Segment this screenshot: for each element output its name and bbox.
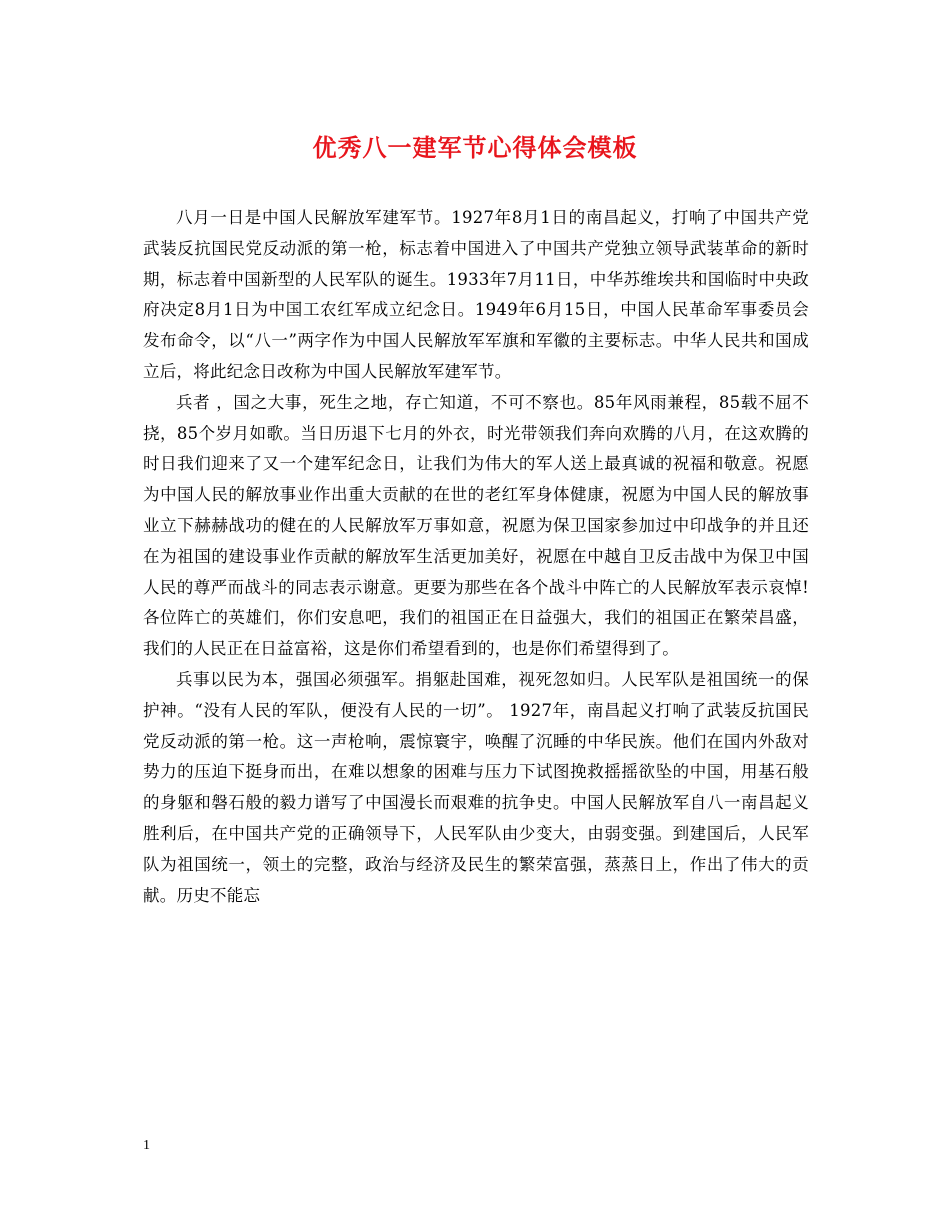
- page-number: 1: [143, 1138, 150, 1153]
- document-title: 优秀八一建军节心得体会模板: [312, 133, 638, 162]
- document-body: [143, 203, 809, 911]
- paragraph: 兵者 ，国之大事，死生之地，存亡知道，不可不察也。85年风雨兼程，85载不屈不挠，85个岁月如歌。当日历退下七月的外衣，时光带领我们奔向欢腾的八月，在这欢腾的时日我们迎来了又一个建军纪念日，让我们为伟大的军人送上最真诚的祝福和敬意。祝愿为中国人民的解放事业作出重大贡献的在世的老红军身体健康，祝愿为中国人民的解放事业立下赫赫战功的健在的人民解放军万事如意，祝愿为保卫国家参加过中印战争的并且还在为祖国的建设事业作贡献的解放军生活更加美好，祝愿在中越自卫反击战中为保卫中国人民的尊严而战斗的同志表示谢意。更要为那些在各个战斗中阵亡的人民解放军表示哀悼!各位阵亡的英雄们，你们安息吧，我们的祖国正在日益强大，我们的祖国正在繁荣昌盛，我们的人民正在日益富裕，这是你们希望看到的，也是你们希望得到了。: [143, 392, 809, 659]
- paragraph: 兵事以民为本，强国必须强军。捐躯赴国难，视死忽如归。人民军队是祖国统一的保护神。“没有人民的军队，便没有人民的一切”。 1927年，南昌起义打响了武装反抗国民党反动派的第一枪。这一声枪响，震惊寰宇，唤醒了沉睡的中华民族。他们在国内外敌对势力的压迫下挺身而出，在难以想象的困难与压力下试图挽救摇摇欲坠的中国，用基石般的身躯和磐石般的毅力谱写了中国漫长而艰难的抗争史。中国人民解放军自八一南昌起义胜利后，在中国共产党的正确领导下，人民军队由少变大，由弱变强。到建国后，人民军队为祖国统一，领土的完整，政治与经济及民生的繁荣富强，蒸蒸日上，作出了伟大的贡献。历史不能忘: [143, 669, 809, 905]
- paragraph: 八月一日是中国人民解放军建军节。1927年8月1日的南昌起义，打响了中国共产党武装反抗国民党反动派的第一枪，标志着中国进入了中国共产党独立领导武装革命的新时期，标志着中国新型的人民军队的诞生。1933年7月11日，中华苏维埃共和国临时中央政府决定8月1日为中国工农红军成立纪念日。1949年6月15日，中国人民革命军事委员会发布命令，以“八一”两字作为中国人民解放军军旗和军徽的主要标志。中华人民共和国成立后，将此纪念日改称为中国人民解放军建军节。: [143, 208, 809, 381]
